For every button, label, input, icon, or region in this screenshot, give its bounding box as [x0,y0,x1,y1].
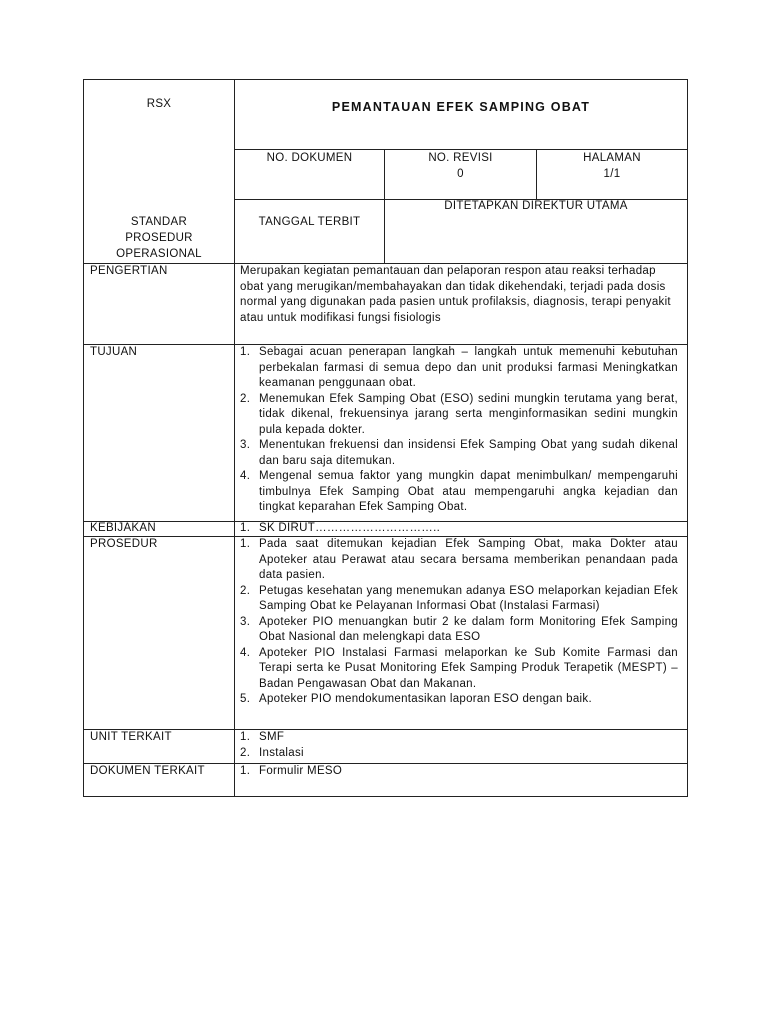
halaman-value: 1/1 [603,168,621,180]
tujuan-label: TUJUAN [90,346,138,358]
prosedur-item: 2. Petugas kesehatan yang menemukan adanya ESO melaporkan kejadian Efek Samping Obat ke Pelayanan Informasi Obat (Instalasi Farmasi) [240,584,678,612]
prosedur-label: PROSEDUR [90,538,158,550]
tujuan-item: 3. Menentukan frekuensi dan insidensi Efek Samping Obat yang sudah dikenal dan baru saja ditemukan. [240,439,678,467]
title-row-bottom-line [235,149,687,150]
no-dokumen-label: NO. DOKUMEN [266,152,353,164]
sop-label-line-3: OPERASIONAL [116,248,202,260]
sop-document [83,79,688,797]
kebijakan-label: KEBIJAKAN [90,522,156,534]
kebijakan-item: 1. SK DIRUT………………………….. [240,522,441,534]
no-revisi-value: 0 [457,168,464,180]
sop-label-line-1: STANDAR [130,216,188,228]
halaman-label: HALAMAN [583,152,641,164]
org-name: RSX [146,98,172,110]
dokumen-terkait-list [236,764,678,780]
sop-label-line-2: PROSEDUR [125,232,193,244]
prosedur-item: 5. Apoteker PIO mendokumentasikan laporan ESO dengan baik. [240,693,592,705]
prosedur-list [236,537,678,708]
document-title: PEMANTAUAN EFEK SAMPING OBAT [331,100,591,114]
tujuan-list [236,345,678,516]
kebijakan-list [236,521,678,537]
no-revisi-label: NO. REVISI [428,152,493,164]
pengertian-label: PENGERTIAN [90,265,168,277]
ditetapkan-label: DITETAPKAN DIREKTUR UTAMA [444,200,628,212]
tujuan-item: 4. Mengenal semua faktor yang mungkin dapat menimbulkan/ mempengaruhi timbulnya Efek Samping Obat atau mempengaruhi angka kejadian dan tingkat keparahan Efek Samping Obat. [240,470,678,513]
tujuan-item: 1. Sebagai acuan penerapan langkah – langkah untuk memenuhi kebutuhan perbekalan farmasi di semua depo dan unit produksi farmasi Meningkatkan keamanan penggunaan obat. [240,346,678,389]
dokumen-terkait-label: DOKUMEN TERKAIT [90,765,205,777]
prosedur-item: 3. Apoteker PIO menuangkan butir 2 ke dalam form Monitoring Efek Samping Obat Nasional dan melengkapi data ESO [240,615,678,643]
prosedur-item: 1. Pada saat ditemukan kejadian Efek Samping Obat, maka Dokter atau Apoteker atau Perawat atau secara bersama memberikan penandaan pada data pasien. [240,538,678,581]
unit-terkait-label: UNIT TERKAIT [90,731,172,743]
unit-terkait-list [236,730,678,761]
prosedur-item: 4. Apoteker PIO Instalasi Farmasi melaporkan ke Sub Komite Farmasi dan Terapi serta ke Pusat Monitoring Efek Samping Produk Terapetik (MESPT) – Badan Pengawasan Obat dan Makanan. [240,646,678,690]
tanggal-terbit-label: TANGGAL TERBIT [258,216,361,228]
dokumen-terkait-item: 1. Formulir MESO [240,765,343,777]
unit-terkait-item: 2. Instalasi [240,746,304,759]
pengertian-text: Merupakan kegiatan pemantauan dan pelaporan respon atau reaksi terhadap obat yang merugikan/membahayakan dan tidak dikehendaki, terjadi pada dosis normal yang digunakan pada pasien untuk profilaksis, diagnosis, terapi penyakit atau untuk modifikasi fungsi fisiologis [240,265,671,325]
tujuan-item: 2. Menemukan Efek Samping Obat (ESO) sedini mungkin terutama yang berat, tidak dikenal, frekuensinya jarang serta menginformasikan sedini mungkin pula kepada dokter. [240,392,678,436]
unit-terkait-item: 1. SMF [240,731,285,743]
left-column-divider [234,80,235,796]
